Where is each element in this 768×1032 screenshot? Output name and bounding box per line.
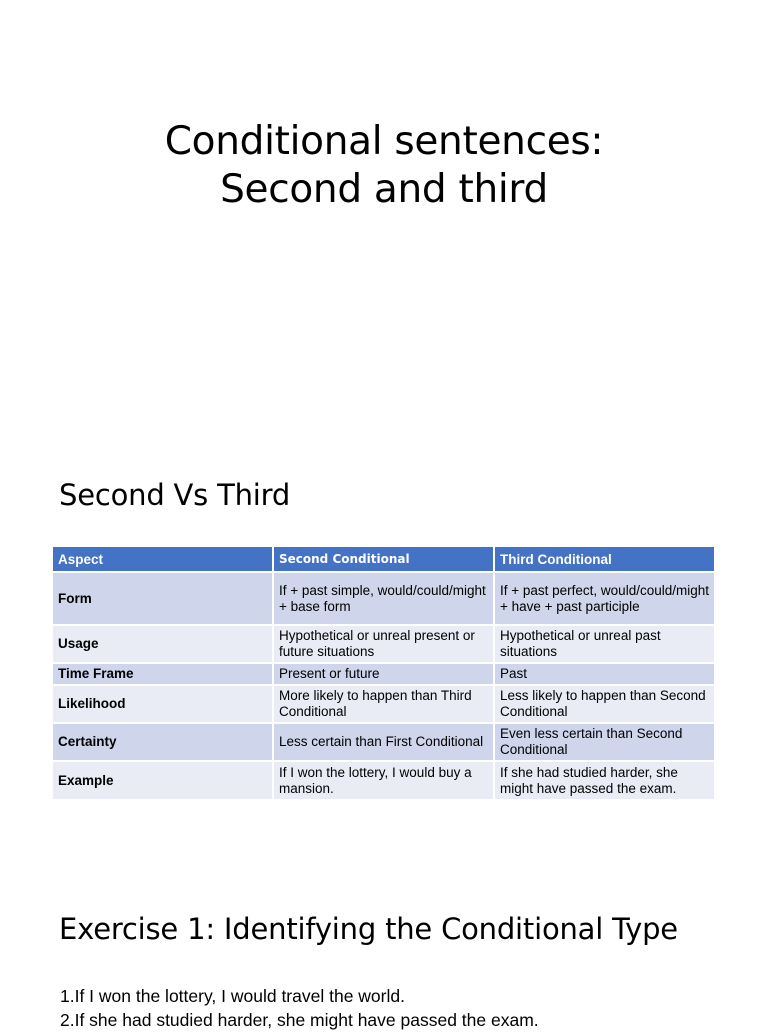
list-item: 1.If I won the lottery, I would travel the world. [60, 986, 405, 1006]
table-row [53, 625, 715, 663]
second-cell: Present or future [273, 663, 494, 685]
aspect-cell: Usage [53, 625, 273, 663]
header-third-conditional: Third Conditional [494, 547, 715, 572]
third-cell: Even less certain than Second Conditional [494, 723, 715, 761]
aspect-cell: Likelihood [53, 685, 273, 723]
table-row [53, 663, 715, 685]
third-cell: Less likely to happen than Second Conditional [494, 685, 715, 723]
aspect-cell: Certainty [53, 723, 273, 761]
title-line-2: Second and third [220, 167, 548, 212]
exercise-list [60, 984, 539, 1032]
table-row [53, 572, 715, 625]
page-title [0, 118, 768, 214]
comparison-heading: Second Vs Third [59, 478, 291, 512]
header-aspect: Aspect [53, 547, 273, 572]
aspect-cell: Form [53, 572, 273, 625]
table-row [53, 723, 715, 761]
title-line-1: Conditional sentences: [164, 119, 604, 164]
aspect-cell: Example [53, 761, 273, 799]
second-cell: Hypothetical or unreal present or future situations [273, 625, 494, 663]
aspect-cell: Time Frame [53, 663, 273, 685]
table-row [53, 685, 715, 723]
table-row [53, 761, 715, 799]
second-cell: If + past simple, would/could/might + base form [273, 572, 494, 625]
exercise-heading: Exercise 1: Identifying the Conditional Type [59, 912, 678, 946]
second-cell: Less certain than First Conditional [273, 723, 494, 761]
second-cell: If I won the lottery, I would buy a mansion. [273, 761, 494, 799]
header-second-conditional: Second Conditional [273, 547, 494, 572]
table-header-row [53, 547, 715, 572]
third-cell: If + past perfect, would/could/might + have + past participle [494, 572, 715, 625]
list-item: 2.If she had studied harder, she might have passed the exam. [60, 1010, 539, 1030]
comparison-table [53, 547, 716, 799]
third-cell: Past [494, 663, 715, 685]
third-cell: If she had studied harder, she might have passed the exam. [494, 761, 715, 799]
second-cell: More likely to happen than Third Conditional [273, 685, 494, 723]
third-cell: Hypothetical or unreal past situations [494, 625, 715, 663]
